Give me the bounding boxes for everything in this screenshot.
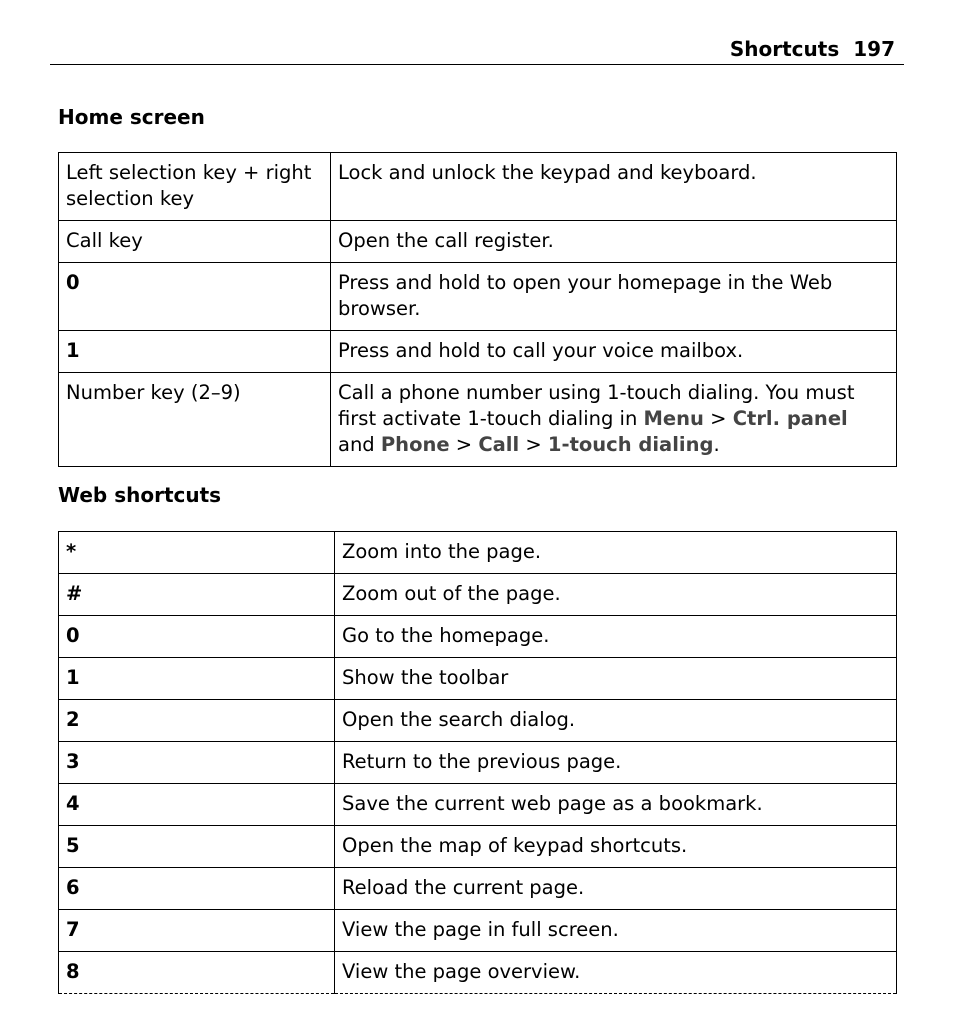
shortcut-key: 8 [59,952,335,994]
shortcut-action: Return to the previous page. [335,742,897,784]
shortcut-action: View the page overview. [335,952,897,994]
table-row [59,700,897,742]
shortcut-action: Go to the homepage. [335,616,897,658]
shortcut-action: Open the search dialog. [335,700,897,742]
header-section-title: Shortcuts [729,37,840,61]
shortcut-action: Save the current web page as a bookmark. [335,784,897,826]
table-row [59,331,897,373]
page-number: 197 [853,37,895,61]
shortcut-key: Call key [59,221,331,263]
shortcut-key: 2 [59,700,335,742]
table-row [59,153,897,221]
page-header [50,34,904,65]
shortcut-action: Press and hold to call your voice mailbox. [331,331,897,373]
table-row [59,910,897,952]
menu-path-menu: Menu [643,407,704,430]
web-shortcuts-table [58,531,897,994]
home-screen-heading: Home screen [58,105,205,129]
table-row [59,952,897,994]
shortcut-key: 0 [59,616,335,658]
action-text: Call a phone number using 1-touch dialing. You must first activate 1-touch dialing in [338,381,855,430]
shortcut-action: Reload the current page. [335,868,897,910]
table-row [59,263,897,331]
table-row [59,221,897,263]
shortcut-action: Show the toolbar [335,658,897,700]
home-screen-table [58,152,897,467]
table-row [59,826,897,868]
shortcut-key: 3 [59,742,335,784]
menu-path-separator: > [703,407,733,430]
shortcut-key: 7 [59,910,335,952]
running-header [730,37,895,61]
shortcut-key: 5 [59,826,335,868]
shortcut-action: Lock and unlock the keypad and keyboard. [331,153,897,221]
shortcut-key: * [59,532,335,574]
menu-path-separator: > [449,433,479,456]
shortcut-key: 1 [59,331,331,373]
table-row [59,574,897,616]
menu-path-separator: > [519,433,548,456]
shortcut-key: # [59,574,335,616]
table-row [59,616,897,658]
table-row [59,868,897,910]
shortcut-action [331,373,897,467]
menu-path-ctrl-panel: Ctrl. panel [732,407,848,430]
shortcut-key: 1 [59,658,335,700]
table-row [59,658,897,700]
menu-path-1-touch-dialing: 1-touch dialing [547,433,714,456]
shortcut-key: Left selection key + right selection key [59,153,331,221]
action-text: . [713,433,720,456]
shortcut-action: Zoom into the page. [335,532,897,574]
table-row [59,373,897,467]
shortcut-action: View the page in full screen. [335,910,897,952]
menu-path-call: Call [478,433,520,456]
action-text: and [338,433,381,456]
table-row [59,532,897,574]
shortcut-key: Number key (2–9) [59,373,331,467]
shortcut-action: Open the call register. [331,221,897,263]
web-shortcuts-heading: Web shortcuts [58,483,222,507]
shortcut-action: Zoom out of the page. [335,574,897,616]
shortcut-key: 4 [59,784,335,826]
shortcut-key: 6 [59,868,335,910]
table-row [59,784,897,826]
shortcut-action: Open the map of keypad shortcuts. [335,826,897,868]
menu-path-phone: Phone [380,433,450,456]
shortcut-key: 0 [59,263,331,331]
table-row [59,742,897,784]
shortcut-action: Press and hold to open your homepage in the Web browser. [331,263,897,331]
